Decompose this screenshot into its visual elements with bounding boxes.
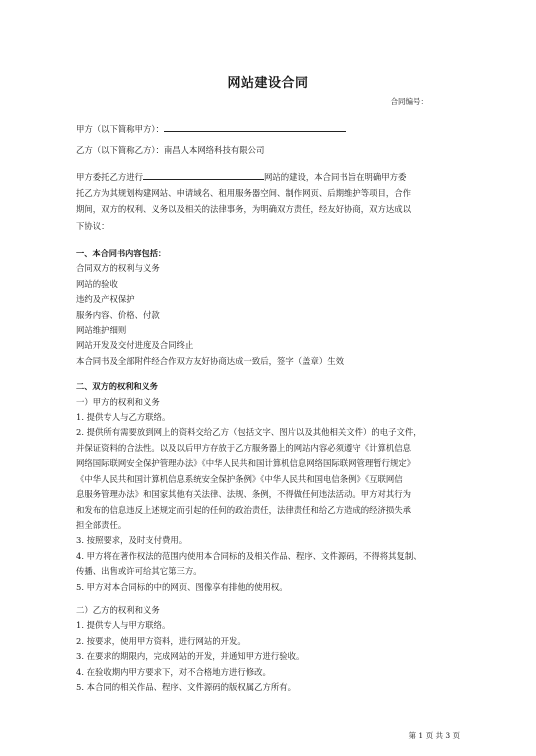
intro-paragraph	[76, 169, 472, 234]
party-a-clause: 网络国际联网安全保护管理办法》《中华人民共和国计算机信息网络国际联网管理暂行规定》	[76, 458, 416, 469]
party-a-clause: 传播、出售或许可给其它第三方。	[76, 566, 202, 577]
party-a-clause: 5. 甲方对本合同标的中的网页、图像享有排他的使用权。	[76, 581, 288, 592]
contents-list-item: 合同双方的权利与义务	[76, 263, 160, 274]
contract-body	[76, 122, 472, 695]
section-2-heading: 二、双方的权利和义务	[76, 381, 158, 392]
contents-list-item: 本合同书及全部附件经合作双方友好协商达成一致后，签字（盖章）生效	[76, 355, 344, 366]
contents-list-item: 网站开发及交付进度及合同终止	[76, 340, 194, 351]
contents-list-item: 网站的验收	[76, 278, 118, 289]
party-a-label: 甲方（以下简称甲方）：	[76, 124, 164, 134]
party-b-rights-heading: 二）乙方的权利和义务	[76, 604, 160, 615]
party-a-blank	[164, 122, 346, 132]
party-a-clause: 和发布的信息违反上述规定而引起的任何的政治责任，法律责任和给乙方造成的经济损失承	[76, 504, 411, 515]
contents-list-item: 网站维护细则	[76, 325, 127, 336]
page-number: 第 1 页 共 3 页	[408, 731, 460, 740]
intro-line: 托乙方为其规划构建网站、申请域名、租用服务器空间、制作网页、后期维护等项目，合作	[76, 188, 411, 199]
party-b-clause: 3. 在要求的期限内，完成网站的开发，并通知甲方进行验收。	[76, 651, 305, 662]
party-a-clause: 《中华人民共和国计算机信息系统安全保护条例》《中华人民共和国电信条例》《互联网信	[76, 473, 403, 484]
section-1-heading: 一、本合同书内容包括：	[76, 248, 167, 258]
party-a-clause: 并保证资料的合法性。以及以后甲方存放于乙方服务器上的网站内容必须遵守《计算机信息	[76, 442, 411, 453]
intro-prefix: 甲方委托乙方进行	[76, 171, 143, 182]
intro-line: 下协议：	[76, 220, 110, 231]
party-a-clause: 1. 提供专人与乙方联络。	[76, 412, 171, 423]
party-a-rights-heading: 一）甲方的权利和义务	[76, 396, 160, 407]
contents-list-item: 服务内容、价格、付款	[76, 309, 160, 320]
party-a-clause: 3. 按照要求，及时支付费用。	[76, 535, 188, 546]
party-a-clause: 4. 甲方将在著作权法的范围内使用本合同标的及相关作品、程序、文件源码，不得将其复制、	[76, 550, 422, 561]
party-b-clause: 2. 按要求，使用甲方资料，进行网站的开发。	[76, 635, 246, 646]
intro-line1-rest: 网站的建设，本合同书旨在明确甲方委	[264, 171, 407, 182]
intro-line	[76, 169, 472, 185]
intro-line: 期间，双方的权利、义务以及相关的法律事务，为明确双方责任，经友好协商，双方达成以	[76, 204, 411, 215]
party-b-line: 乙方（以下简称乙方）：南昌人本网络科技有限公司	[76, 145, 265, 156]
party-b-clause: 1. 提供专人与甲方联络。	[76, 620, 171, 631]
website-name-blank	[143, 170, 264, 180]
party-a-clause: 担全部责任。	[76, 519, 127, 530]
party-a-clause: 息服务管理办法》和国家其他有关法律、法规、条例，不得做任何违法活动。甲方对其行为	[76, 489, 411, 500]
contract-number-label: 合同编号：	[390, 97, 428, 106]
contents-list-item: 违约及产权保护	[76, 294, 135, 305]
document-title: 网站建设合同	[227, 76, 309, 91]
party-b-clause: 5. 本合同的相关作品、程序、文件源码的版权属乙方所有。	[76, 681, 297, 692]
party-a-clause: 2. 提供所有需要放到网上的资料交给乙方（包括文字、图片以及其他相关文件）的电子文件，	[76, 427, 422, 438]
party-a-line	[76, 122, 472, 137]
party-b-clause: 4. 在验收期内甲方要求下，对不合格地方进行修改。	[76, 666, 271, 677]
